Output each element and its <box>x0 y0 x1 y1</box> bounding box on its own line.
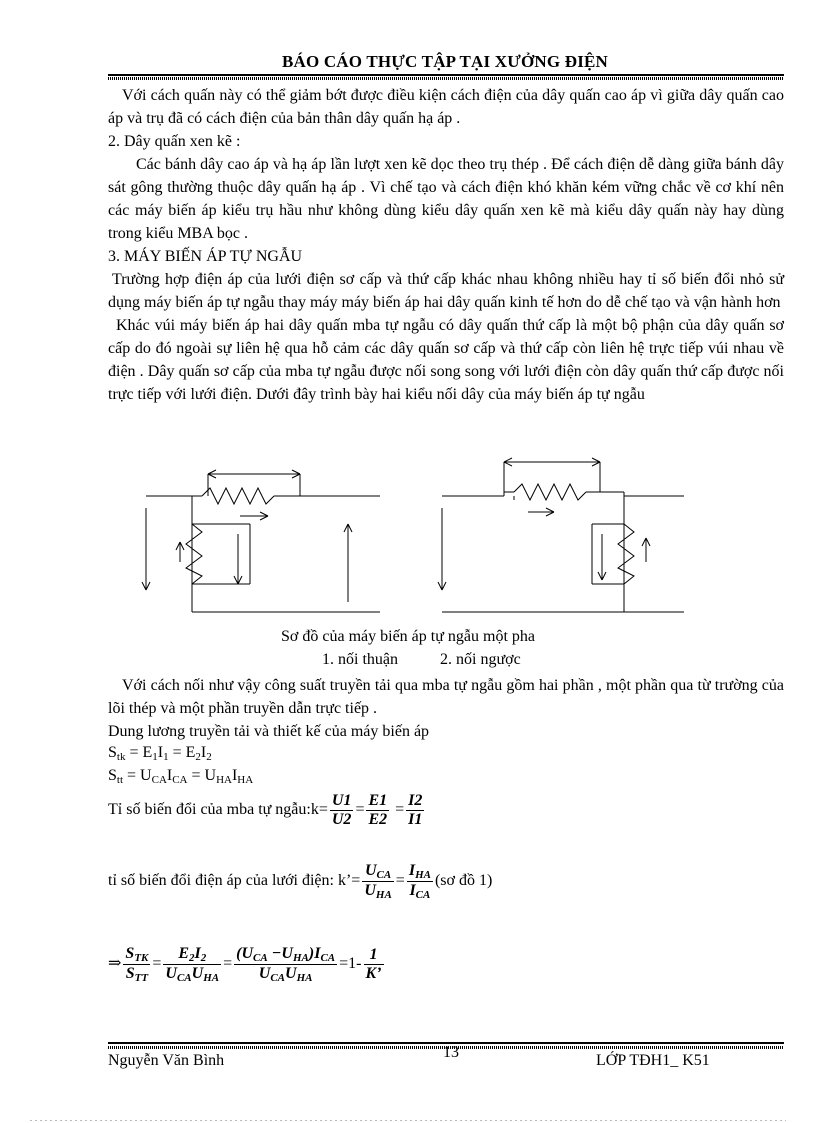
grid-ratio-note: (sơ đồ 1) <box>434 872 493 890</box>
header-title: BÁO CÁO THỰC TẬP TẠI XƯỞNG ĐIỆN <box>281 52 609 71</box>
paragraph-1: Với cách quấn này có thể giảm bớt được điều kiện cách điện của dây quấn cao áp vì giữa dây quấn cao áp và trụ đã có cách điện của bản thân dây quấn hạ áp . <box>108 87 784 127</box>
footer-class: LỚP TĐH1_ K51 <box>596 1052 710 1069</box>
paragraph-5: Với cách nối như vậy công suất truyền tải qua mba tự ngẫu gồm hai phần , một phần qua từ trường của lõi thép và một phần truyền dẫn trực tiếp . <box>108 677 784 717</box>
header-hatch <box>108 77 784 80</box>
left-shunt-winding <box>186 524 202 584</box>
left-series-winding <box>202 488 274 504</box>
paragraph-4: Khác vúi máy biến áp hai dây quấn mba tự ngẫu có dây quấn thứ cấp là một bộ phận của dây quấn sơ cấp do đó ngoài sự liên hệ qua hỗ cảm các dây quấn sơ cấp và thứ cấp còn liên hệ trực tiếp vúi nhau về điện . Dây quấn sơ cấp của mba tự ngẫu được nối song song với lưới điện còn dây quấn thứ cấp được nối trực tiếp với lưới điện. Dưới đây trình bày hai kiểu nối dây của máy biến áp tự ngẫu <box>108 317 784 403</box>
paragraph-2: Các bánh dây cao áp và hạ áp lần lượt xen kẽ dọc theo trụ thép . Để cách điện dễ dàng giữa bánh dây sát gông thường thuộc dây quấn hạ áp . Vì chế tạo và cách điện khó khăn kém vững chắc về cơ khí nên các máy biến áp kiểu trụ hầu như không dùng kiểu dây quấn xen kẽ mà kiểu dây quấn này hay dùng trong kiểu MBA bọc . <box>108 156 784 242</box>
autotransformer-diagram <box>140 452 700 622</box>
footer-author: Nguyễn Văn Bình <box>108 1052 225 1069</box>
equation-stt: $S_{tt} = U_{CA}I_{CA} = U_{HA}I_{HA}$ <box>108 767 254 786</box>
figure-label-1: 1. nối thuận <box>322 651 398 668</box>
heading-autotransformer: 3. MÁY BIẾN ÁP TỰ NGẪU <box>108 248 303 265</box>
equation-stk: $S_{tk} = E_1I_1 = E_2I_2$ <box>108 744 212 763</box>
header-rule <box>108 74 784 76</box>
right-series-winding <box>514 484 586 500</box>
heading-interleaved-winding: 2. Dây quấn xen kẽ : <box>108 133 241 150</box>
after-figure-text <box>108 674 784 743</box>
equation-k: Tỉ số biến đổi của mba tự ngẫu:k= $\frac{U1}{U2}$ = $\frac{E1}{E2}$ = $\frac{I2}{I1}$ <box>108 792 423 828</box>
ratio-label: Tỉ số biến đổi của mba tự ngẫu:k= <box>108 801 328 819</box>
figure-caption: Sơ đồ của máy biến áp tự ngẫu một pha <box>281 628 535 645</box>
paragraph-3: Trường hợp điện áp của lưới điện sơ cấp và thứ cấp khác nhau không nhiều hay tỉ số biến đổi nhỏ sử dụng máy biến áp tự ngẫu thay máy máy biến áp hai dây quấn kinh tế hơn do dễ chế tạo và vận hành hơn <box>108 271 784 311</box>
grid-ratio-label: tỉ số biến đổi điện áp của lưới điện: k’= <box>108 872 361 890</box>
equation-power-ratio: ⇒ $\frac{S_{TK}}{S_{TT}}$ = $\frac{E_2I_2}{U_{CA}U_{HA}}$ = $\frac{(U_{CA} -U_{HA})I_{CA}}{U_{CA}U_{HA}}$ =1- $\frac{1}{K’}$ <box>108 945 382 984</box>
equation-k-prime: tỉ số biến đổi điện áp của lưới điện: k’= $\frac{U_{CA}}{U_{HA}}$ = $\frac{I_{HA}}{I_{CA}}$ (sơ đồ 1) <box>108 862 493 901</box>
page-bottom-dotted-line <box>30 1120 786 1121</box>
body-text <box>108 84 784 406</box>
footer-page-number: 13 <box>443 1044 459 1061</box>
power-line: Dung lương truyền tải và thiết kế của máy biến áp <box>108 723 430 740</box>
figure-label-2: 2. nối ngược <box>440 651 521 668</box>
right-shunt-winding <box>618 524 634 584</box>
